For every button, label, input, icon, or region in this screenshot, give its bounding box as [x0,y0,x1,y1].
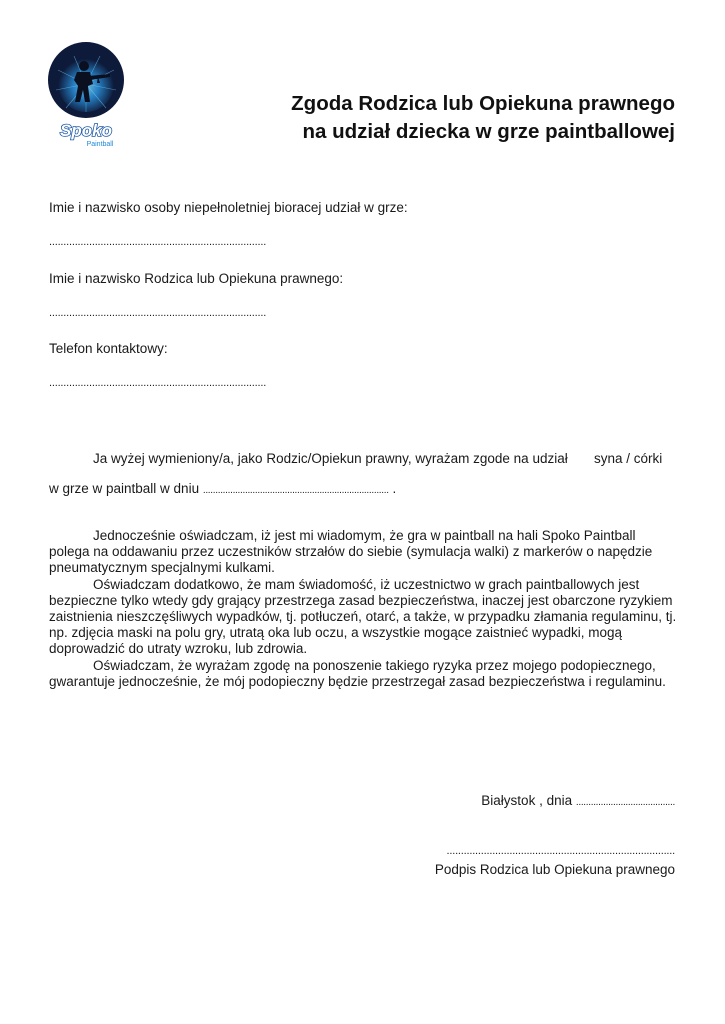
document-title [215,90,675,146]
consent-child-type: syna / córki [594,451,663,466]
logo-brand-text: Spoko [60,121,112,140]
declaration-paragraph: Jednocześnie oświadczam, iż jest mi wiadomym, że gra w paintball na hali Spoko Paintball polega na oddawaniu przez uczestników strzałów do siebie (symulacja walki) z markerów o napędzie pneumatycznym specjalnymi kulkami. [49,528,653,576]
spoko-paintball-logo [44,40,128,152]
phone-field[interactable]: ............................................................................ [49,377,267,389]
guardian-name-label: Imie i nazwisko Rodzica lub Opiekuna prawnego: [49,271,344,286]
child-name-label: Imie i nazwisko osoby niepełnoletniej bioracej udział w grze: [49,200,408,215]
guardian-name-field[interactable]: ............................................................................ [49,307,267,319]
place-date-text: Białystok , dnia [481,793,573,808]
consent-date-field[interactable]: ........................................................................... [202,485,389,496]
signature-label: Podpis Rodzica lub Opiekuna prawnego [434,862,675,877]
declaration-body [49,528,679,690]
place-date [481,793,675,808]
signature-field[interactable]: ................................................................................ [446,845,675,857]
consent-date-prefix: w grze w paintball w dniu [49,481,200,496]
title-line-2: na udział dziecka w grze paintballowej [302,120,675,143]
consent-line-1: Ja wyżej wymieniony/a, jako Rodzic/Opiekun prawny, wyrażam zgode na udział [93,451,568,466]
declaration-paragraph: Oświadczam dodatkowo, że mam świadomość, iż uczestnictwo w grach paintballowych jest bezpieczne tylko wtedy gdy grający przestrzega zasad bezpieczeństwa, inaczej jest obarczone ryzykiem zaistnienia nieszczęśliwych wypadków, tj. potłuczeń, otarć, a także, w przypadku złamania regulaminu, tj. np. zdjęcia maski na polu gry, utratą oka lub oczu, a wszystkie mogące zaistnieć wypadki, mogą doprowadzić do utraty wzroku, lub zdrowia. [49,576,677,657]
title-line-1: Zgoda Rodzica lub Opiekuna prawnego [291,92,675,115]
child-name-field[interactable]: ............................................................................ [49,236,267,248]
declaration-paragraph: Oświadczam, że wyrażam zgodę na ponoszenie takiego ryzyka przez mojego podopiecznego, gwarantuje jednocześnie, że mój podopieczny będzie przestrzegał zasad bezpieczeństwa i regulaminu. [49,657,666,689]
phone-label: Telefon kontaktowy: [49,341,168,356]
consent-line-2 [49,481,396,496]
logo-sub-text: Paintball [86,141,114,148]
consent-date-suffix: . [388,481,397,496]
place-date-field[interactable]: ........................................ [575,797,675,808]
